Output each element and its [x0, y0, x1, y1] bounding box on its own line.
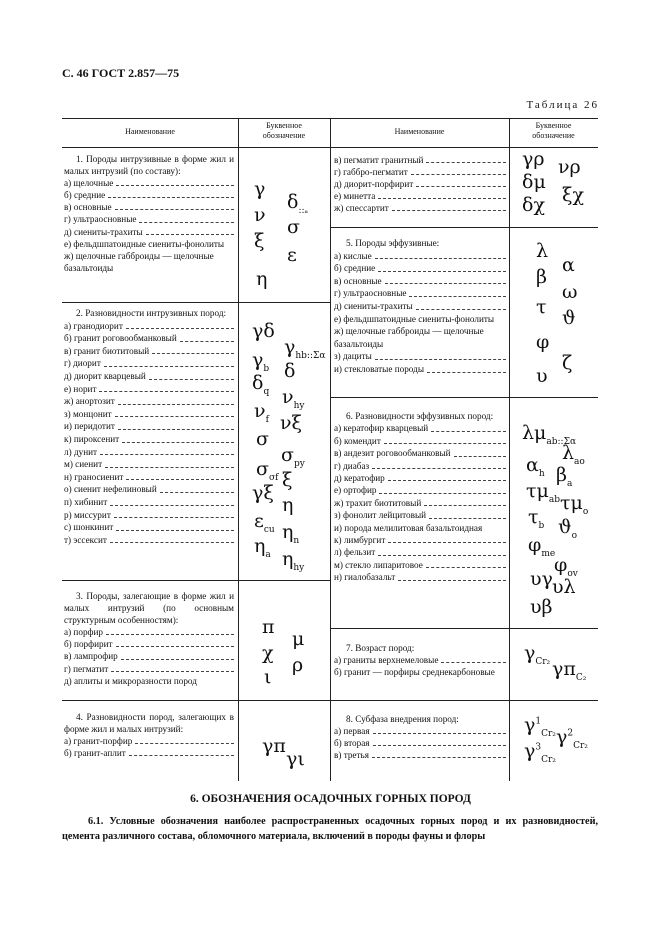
symbol-age-cr2: $\gamma_{Cr_2}$	[524, 642, 551, 667]
list-item: м) стекло липаритовое	[334, 559, 506, 571]
col-divider-middle	[330, 118, 331, 781]
col-header-symbol-line2: обозначение	[532, 131, 575, 140]
paragraph: 6.1. Условные обозначения наиболее распространенных осадочных горных пород и их разновидностей, цемента различного состава, обломочного материала, включений в породы фауны и флоры	[62, 816, 598, 842]
symbol-shonkinite: $\eta_a$	[254, 535, 271, 560]
symbol-keratophyre-q: $\lambda\mu_{ab::\Sigma\alpha}$	[522, 422, 577, 447]
list-item: з) дациты	[334, 350, 506, 363]
symbol-granite-aplite: γι	[286, 748, 305, 770]
list-item: и) порода мелилитовая базальтоидная	[334, 522, 483, 533]
symbol-ultrabasic: ω	[562, 281, 578, 303]
list-item: в) лампрофир	[64, 650, 234, 662]
section-heading: 6. ОБОЗНАЧЕНИЯ ОСАДОЧНЫХ ГОРНЫХ ПОРОД	[190, 793, 471, 805]
list-item: д) аплиты и микроразности пород	[64, 675, 197, 686]
symbol-spessartite: δχ	[522, 194, 545, 216]
symbol-glassy: ζ	[562, 352, 573, 374]
section-title: 4. Разновидности пород, залегающих в форме жил и малых интрузий:	[64, 712, 234, 735]
col-header-symbol-line1: Буквенное	[535, 121, 572, 130]
list-item: з) монцонит	[64, 408, 234, 421]
section-title: 2. Разновидности интрузивных пород:	[76, 308, 227, 318]
col-header-symbol-line2: обозначение	[262, 131, 306, 140]
list-item: д) диорит-порфирит	[334, 178, 506, 190]
list-item: б) средние	[64, 189, 234, 201]
list-item: л) дунит	[64, 446, 234, 459]
section-title: 7. Возраст пород:	[346, 643, 415, 653]
symbol-diorite: δ	[284, 360, 296, 382]
col-header-symbol-line1: Буквенное	[266, 121, 302, 130]
list-item: е) норит	[64, 383, 234, 396]
list-item: а) кислые	[334, 250, 506, 263]
row-rule	[330, 628, 598, 629]
symbol-granite-pegmatite: γρ	[522, 148, 545, 170]
symbol-gabbro-pegmatite: νρ	[558, 156, 581, 178]
list-item: а) кератофир кварцевый	[334, 422, 506, 434]
symbol-subphase-1: $\gamma^1_{Cr_2}$	[524, 714, 556, 739]
symbol-granite-hb: $\gamma_{hb::\Sigma\alpha}$	[284, 336, 326, 361]
list-item: ж) спессартит	[334, 202, 506, 214]
row-rule	[62, 580, 330, 581]
symbol-trachyte: τ	[536, 296, 547, 318]
symbol-monzonite: νξ	[280, 412, 303, 434]
symbol-granite-porphyry: γπ	[262, 735, 286, 757]
list-item: в) основные	[64, 201, 234, 213]
symbol-subphase-2: $\gamma^2_{Cr_2}$	[556, 726, 588, 751]
symbol-pyroxenite: $\sigma_{py}$	[281, 444, 305, 469]
section-6-names	[334, 410, 506, 584]
row-rule	[330, 397, 598, 398]
list-item: е) минетта	[334, 190, 506, 202]
list-item: а) гранодиорит	[64, 320, 234, 333]
symbol-essexite: $\eta_{hy}$	[282, 548, 305, 573]
list-item: д) сиениты-трахиты	[334, 300, 506, 313]
section-4-continued-names	[334, 154, 506, 214]
row-rule	[62, 700, 330, 701]
list-item: г) ультраосновные	[64, 213, 234, 225]
list-item: б) вторая	[334, 737, 506, 749]
symbol-nepheline-syenite: η	[282, 494, 294, 516]
symbol-eta: η	[256, 268, 268, 290]
list-item: е) ортофир	[334, 484, 506, 496]
symbol-granite-b: $\gamma_b$	[252, 349, 270, 374]
section-1-names	[64, 153, 234, 274]
list-item: б) гранит — порфиры среднекарбоновые	[334, 667, 495, 678]
symbol-norite: $\nu_{hy}$	[282, 386, 305, 411]
list-item: б) комендит	[334, 435, 506, 447]
symbol-basic: β	[536, 266, 547, 288]
list-item: в) андезит роговообманковый	[334, 447, 506, 459]
list-item: и) перидотит	[64, 420, 234, 433]
symbol-delta: $\delta_{::_a}$	[287, 191, 308, 216]
symbol-trachyte-b: $\tau_b$	[528, 506, 545, 531]
list-item: е) фельдшпатоидные сиениты-фонолиты	[334, 313, 495, 324]
list-item: о) сиенит нефелиновый	[64, 483, 234, 496]
list-item: т) эссексит	[64, 534, 234, 547]
list-item: ж) анортозит	[64, 395, 234, 408]
list-item: к) пироксенит	[64, 433, 234, 446]
symbol-limburgite: $\varphi_{ov}$	[554, 554, 578, 579]
symbol-peridotite: σ	[256, 428, 269, 450]
list-item: г) пегматит	[64, 663, 234, 675]
col-header-name: Наименование	[125, 127, 175, 136]
symbol-porphyry: π	[262, 616, 275, 638]
symbol-keratophyre: $\tau\mu_{ab}$	[526, 480, 560, 505]
row-rule	[62, 302, 330, 303]
section-4-names	[64, 711, 234, 759]
list-item: в) основные	[334, 275, 506, 288]
symbol-anorthosite: $\nu_f$	[254, 400, 269, 425]
symbol-phonolite: ϑ	[562, 307, 576, 329]
symbol-orthophyre: $\tau\mu_o$	[560, 492, 589, 517]
symbol-gamma: γ	[254, 178, 266, 200]
section-3-names	[64, 590, 234, 687]
symbol-nu: ν	[254, 204, 266, 226]
symbol-aplite: ι	[264, 666, 272, 688]
list-item: з) фонолит лейцитовый	[334, 509, 506, 521]
list-item: а) гранит-порфир	[64, 735, 234, 747]
list-item: г) диорит	[64, 357, 234, 370]
col-header-symbol	[509, 121, 598, 141]
table-number: Таблица 26	[526, 99, 599, 111]
col-divider-right	[509, 118, 510, 781]
symbol-dunite: ξ	[282, 469, 293, 491]
page-header: С. 46 ГОСТ 2.857—75	[62, 66, 180, 80]
section-5-names	[334, 237, 506, 376]
list-item: л) фельзит	[334, 546, 506, 558]
list-item: г) габбро-пегматит	[334, 166, 506, 178]
symbol-andesite-hb: $\alpha_h$	[526, 454, 545, 479]
symbol-granosyenite: γξ	[252, 482, 274, 504]
col-header-symbol	[238, 121, 330, 141]
list-item: д) сиениты-трахиты	[64, 226, 234, 238]
row-rule	[330, 227, 598, 228]
symbol-diorite-porphyrite: δμ	[522, 171, 546, 193]
symbol-pegmatite: ρ	[292, 654, 304, 676]
section-title: 8. Субфаза внедрения пород:	[346, 714, 459, 724]
symbol-intermediate: α	[562, 254, 575, 276]
symbol-basaltoid: φ	[536, 331, 550, 353]
list-item: а) первая	[334, 725, 506, 737]
list-item: д) диорит кварцевый	[64, 370, 234, 383]
symbol-acid: λ	[536, 240, 549, 262]
symbol-felsite: υγ	[530, 568, 553, 590]
list-item: ж) щелочные габброиды — щелочные базальтоиды	[334, 326, 484, 349]
list-item: в) пегматит гранитный	[334, 154, 506, 166]
list-item: в) гранит биотитовый	[64, 345, 234, 358]
symbol-sigma: σ	[287, 216, 300, 238]
symbol-diabase: $\beta_a$	[556, 464, 573, 489]
list-item: б) гранит роговообманковый	[64, 332, 234, 345]
list-item: а) щелочные	[64, 177, 234, 189]
row-rule	[330, 700, 598, 701]
list-item: и) стекловатые породы	[334, 363, 506, 376]
section-title: 6. Разновидности эффузивных пород:	[346, 411, 494, 421]
symbol-syenite: $\sigma_{\sigma f}$	[256, 458, 279, 483]
symbol-lamprophyre: χ	[262, 642, 274, 664]
symbol-minette: ξχ	[562, 184, 584, 206]
symbol-granodiorite: γδ	[252, 320, 275, 342]
list-item: м) сиенит	[64, 458, 234, 471]
section-title: 1. Породы интрузивные в форме жил и малых интрузий (по составу):	[64, 154, 234, 177]
list-item: д) кератофир	[334, 472, 506, 484]
section-7-names	[334, 642, 506, 678]
col-header-name: Наименование	[394, 127, 445, 136]
section-2-names	[64, 307, 234, 546]
list-item: ж) щелочные габброиды — щелочные базальтоиды	[64, 250, 214, 273]
symbol-liparite-glass: υλ	[552, 576, 576, 598]
col-divider-left	[238, 118, 239, 781]
symbol-missourite: $\eta_n$	[282, 521, 300, 546]
list-item: н) граносиенит	[64, 471, 234, 484]
list-item: г) диабаз	[334, 460, 506, 472]
list-item: б) порфирит	[64, 638, 234, 650]
list-item: б) средние	[334, 262, 506, 275]
list-item: р) миссурит	[64, 509, 234, 522]
list-item: в) третья	[334, 749, 506, 761]
section-title: 5. Породы эффузивные:	[346, 238, 440, 248]
section-title: 3. Породы, залегающие в форме жил и малых интрузий (по основным структурным особенностям):	[64, 591, 234, 626]
list-item: г) ультраосновные	[334, 287, 506, 300]
symbol-dacite: υ	[536, 365, 548, 387]
symbol-khibinite: $\varepsilon_{cu}$	[254, 510, 275, 535]
symbol-melilite: $\varphi_{me}$	[528, 534, 556, 559]
list-item: ж) трахит биотитовый	[334, 497, 506, 509]
list-item: п) хибинит	[64, 496, 234, 509]
symbol-porphyrite: μ	[292, 628, 305, 650]
list-item: к) лимбургит	[334, 534, 506, 546]
list-item: с) шонкинит	[64, 521, 234, 534]
list-item: а) граниты верхнемеловые	[334, 654, 506, 666]
symbol-xi: ξ	[254, 230, 265, 252]
list-item: е) фельдшпатоидные сиениты-фонолиты	[64, 238, 225, 249]
symbol-age-c2: $\gamma\pi_{C_2}$	[552, 658, 587, 683]
list-item: б) гранит-аплит	[64, 747, 234, 759]
symbol-epsilon: ε	[287, 244, 297, 266]
list-item: а) порфир	[64, 626, 234, 638]
symbol-comendite: $\lambda_{ao}$	[562, 442, 585, 467]
list-item: н) гиалобазальт	[334, 571, 506, 583]
symbol-phonolite-l: $ϑ_o$	[558, 516, 578, 541]
symbol-hyalobasalt: υβ	[530, 596, 553, 618]
symbol-subphase-3: $\gamma^3_{Cr_2}$	[524, 740, 556, 765]
symbol-diorite-q: $\delta_q$	[252, 372, 270, 397]
section-8-names	[334, 713, 506, 761]
